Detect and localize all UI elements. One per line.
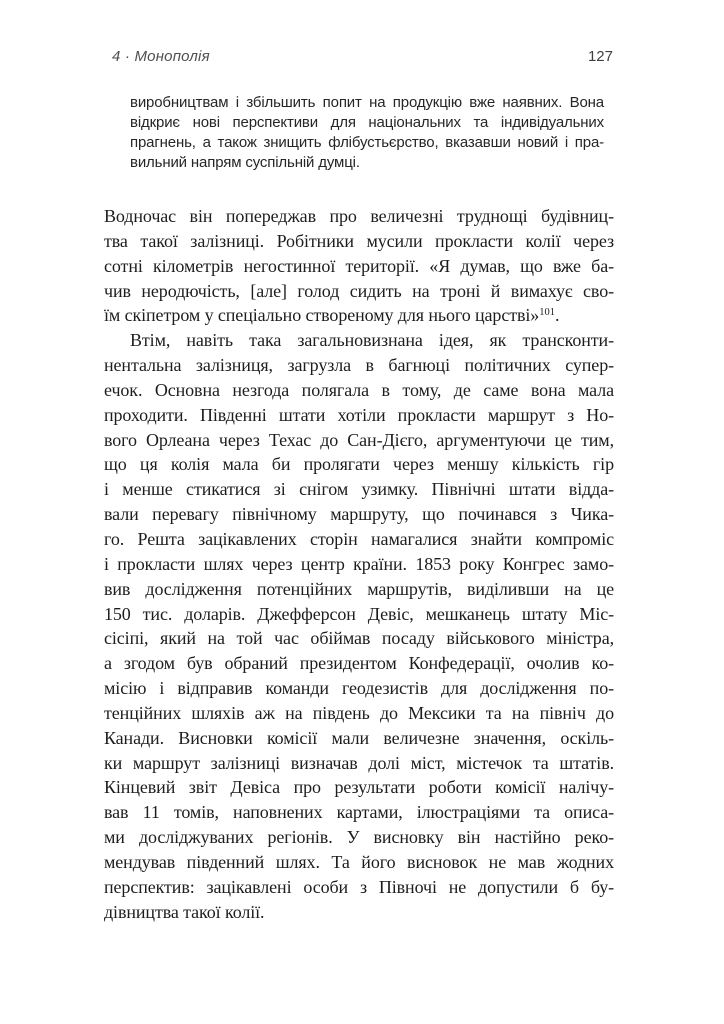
text-line: місію і відправив команди геодезистів для дослідження по-: [104, 678, 614, 699]
text-line: вали перевагу північному маршруту, що починався з Чика-: [104, 504, 614, 525]
text-line: 150 тис. доларів. Джефферсон Девіс, мешканець штату Міс-: [104, 603, 614, 624]
text-line: мендував південний шлях. Та його висновок не мав жодних: [104, 851, 614, 872]
text-line: вого Орлеана через Техас до Сан-Дієго, аргументуючи це тим,: [104, 429, 614, 450]
text-line: ки маршрут залізниці визначав долі міст, містечок та штатів.: [104, 752, 614, 773]
text-line: виробництвам і збільшить попит на продукцію вже наявних. Вона: [130, 94, 604, 111]
paragraph: [104, 328, 614, 924]
block-quote: [130, 93, 604, 173]
text-line: перспектив: зацікавлені особи з Півночі не допустили б бу-: [104, 876, 614, 897]
text-line: нентальна залізниця, загрузла в багнюці політичних супер-: [104, 355, 614, 376]
text-line: а згодом був обраний президентом Конфедерації, очолив ко-: [104, 653, 614, 674]
text-line: і прокласти шлях через центр країни. 1853 року Конгрес замо-: [104, 553, 614, 574]
text-line: го. Решта зацікавлених сторін намагалися знайти компроміс: [104, 528, 614, 549]
text-line: чив неродючість, [але] голод сидить на троні й вимахує сво-: [104, 280, 614, 301]
text-line: Канади. Висновки комісії мали величезне значення, оскіль-: [104, 727, 614, 748]
running-header: [112, 47, 613, 67]
footnote-marker: 101: [539, 307, 555, 319]
text-line: тенційних шляхів аж на південь до Мексики та на північ до: [104, 702, 614, 723]
text-line: їм скіпетром у спеціально створеному для нього царстві»$^{101}$.: [104, 305, 560, 326]
text-line: ечок. Основна незгода полягала в тому, де саме вона мала: [104, 379, 614, 400]
text-line: і менше стикатися зі снігом узимку. Північні штати відда-: [104, 479, 614, 500]
text-line: дівництва такої колії.: [104, 901, 265, 922]
text-line: Втім, навіть така загальновизнана ідея, як трансконти-: [130, 330, 614, 351]
text-line: проходити. Південні штати хотіли прокласти маршрут з Но-: [104, 404, 614, 425]
text-line: що ця колія мала би пролягати через меншу кількість гір: [104, 454, 614, 475]
text-line: вив дослідження потенційних маршрутів, виділивши на це: [104, 578, 614, 599]
text-line: ми досліджуваних регіонів. У висновку він настійно реко-: [104, 827, 614, 848]
chapter-header: 4 · Монополія: [112, 48, 210, 65]
text-line: вав 11 томів, наповнених картами, ілюстраціями та описа-: [104, 802, 614, 823]
text-line: тва такої залізниці. Робітники мусили прокласти колії через: [104, 230, 614, 251]
text-line: Водночас він попереджав про величезні труднощі будівниц-: [104, 206, 614, 226]
text-line: вильний напрям суспільній думці.: [130, 154, 360, 171]
page-number: 127: [587, 48, 613, 65]
text-line: прагнень, а також знищить флібустьєрство, вказавши новий і пра-: [130, 134, 604, 151]
text-line: сісіпі, який на той час обіймав посаду військового міністра,: [104, 628, 614, 649]
text-line: відкриє нові перспективи для національних та індивідуальних: [130, 114, 604, 131]
body-text: [104, 204, 614, 924]
text-line: Кінцевий звіт Девіса про результати роботи комісії налічу-: [104, 777, 614, 798]
paragraph: [104, 204, 614, 328]
text-line: сотні кілометрів негостинної території. «Я думав, що вже ба-: [104, 255, 614, 276]
